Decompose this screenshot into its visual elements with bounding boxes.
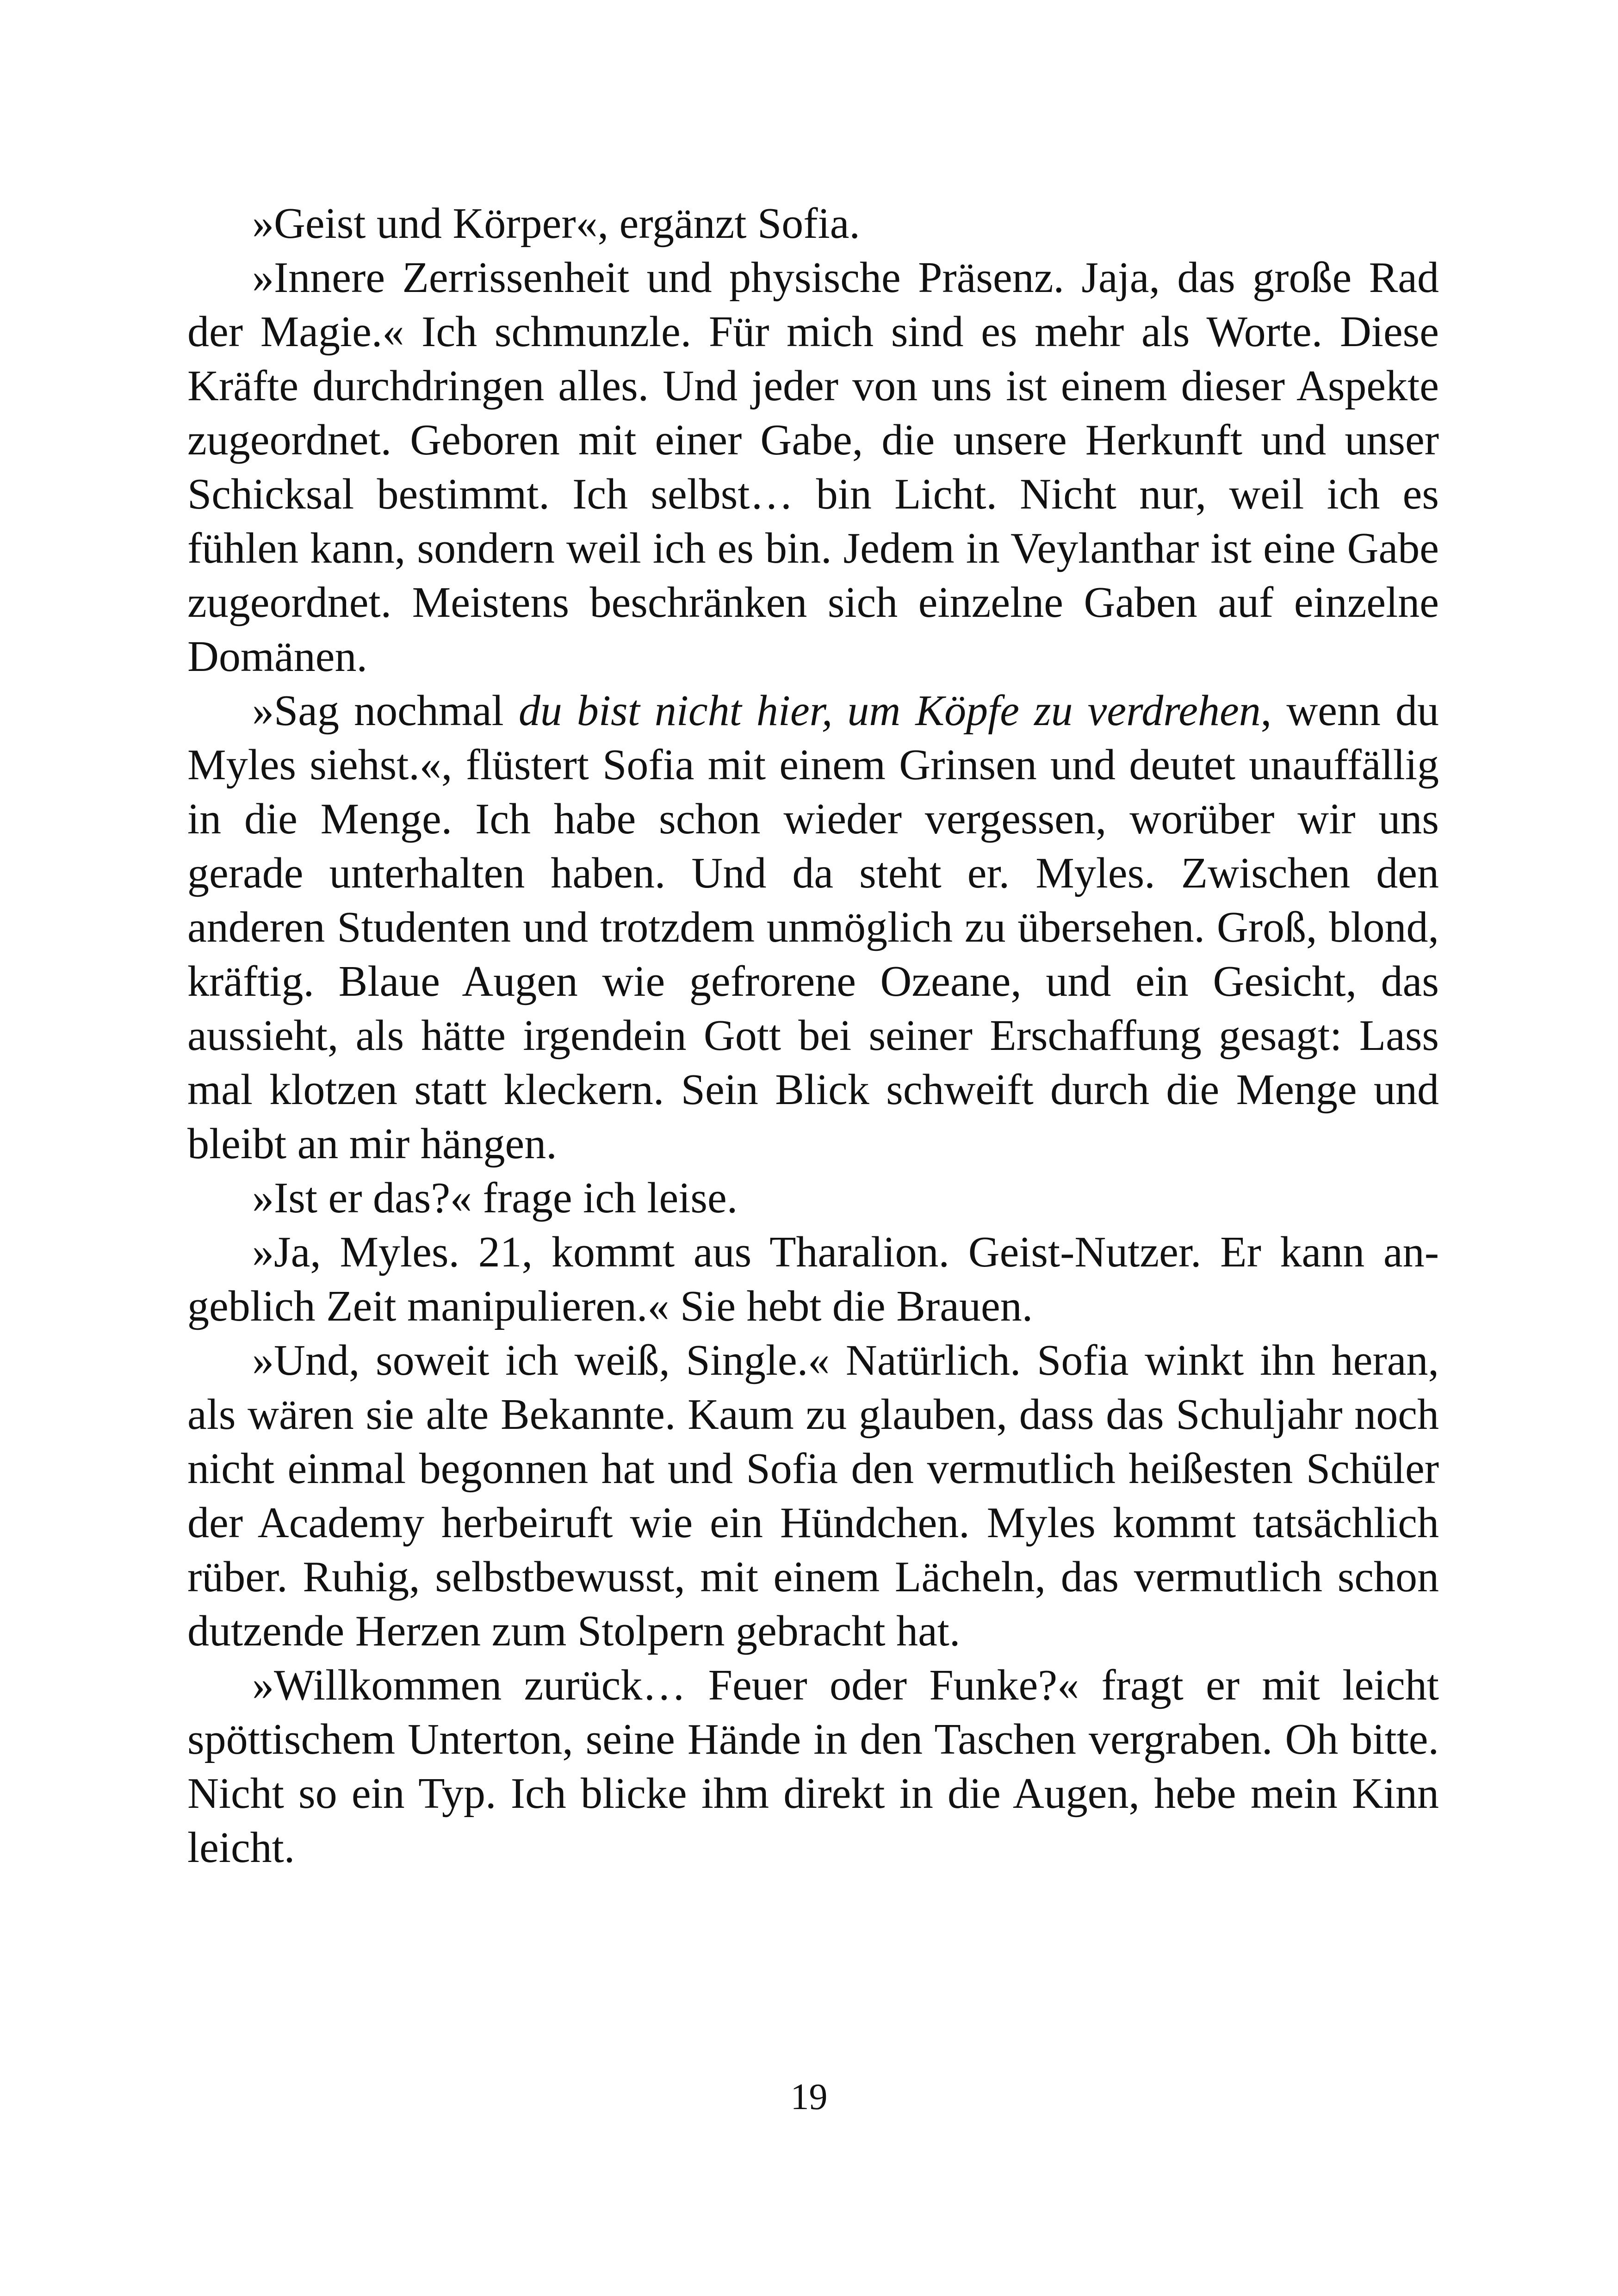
paragraph-3	[187, 684, 1439, 1171]
paragraph-7: »Willkommen zurück… Feuer oder Funke?« fragt er mit leicht spöttischem Unterton, seine Hände in den Taschen vergraben. Oh bitte. Nicht so ein Typ. Ich blicke ihm direkt in die Augen, hebe mein Kinn leicht.	[187, 1661, 1439, 1872]
italic-quote: du bist nicht hier, um Köpfe zu verdrehen	[518, 687, 1261, 735]
paragraph-4: »Ist er das?« frage ich leise.	[252, 1174, 738, 1222]
body-text	[187, 197, 1439, 1875]
paragraph-1: »Geist und Körper«, ergänzt Sofia.	[252, 199, 860, 248]
page-number: 19	[790, 2077, 828, 2117]
paragraph-6: »Und, soweit ich weiß, Single.« Natürlich. Sofia winkt ihn heran, als wären sie alte Bekannte. Kaum zu glauben, dass das Schuljahr noch nicht einmal begonnen hat und Sofia den vermutlich heißesten Schüler der Academy herbeiruft wie ein Hündchen. Myles kommt tatsächlich rüber. Ruhig, selbstbewusst, mit einem Lächeln, das vermutlich schon dutzende Herzen zum Stolpern gebracht hat.	[187, 1336, 1439, 1655]
paragraph-2: »Innere Zerrissenheit und physische Präsenz. Jaja, das große Rad der Magie.« Ich schmunzle. Für mich sind es mehr als Worte. Diese Kräfte durchdringen alles. Und jeder von uns ist einem dieser Aspekte zugeordnet. Geboren mit einer Gabe, die unsere Herkunft und unser Schicksal bestimmt. Ich selbst… bin Licht. Nicht nur, weil ich es fühlen kann, sondern weil ich es bin. Jedem in Veylanthar ist eine Gabe zugeordnet. Meistens beschränken sich einzelne Gaben auf einzelne Domänen.	[187, 254, 1439, 681]
paragraph-3-start: »Sag nochmal	[252, 687, 519, 735]
paragraph-5: »Ja, Myles. 21, kommt aus Tharalion. Geist-Nutzer. Er kann angeblich Zeit manipulieren.« Sie hebt die Brauen.	[187, 1228, 1439, 1330]
paragraph-3-end: , wenn du Myles siehst.«, flüstert Sofia mit einem Grinsen und deutet unauffällig in die Menge. Ich habe schon wieder vergessen, worüber wir uns gerade unterhalten haben. Und da steht er. Myles. Zwischen den anderen Studenten und trotzdem unmöglich zu übersehen. Groß, blond, kräftig. Blaue Augen wie gefrorene Ozeane, und ein Gesicht, das aussieht, als hätte irgendein Gott bei seiner Erschaffung gesagt: Lass mal klotzen statt kleckern. Sein Blick schweift durch die Menge und bleibt an mir hängen.	[187, 687, 1439, 1168]
